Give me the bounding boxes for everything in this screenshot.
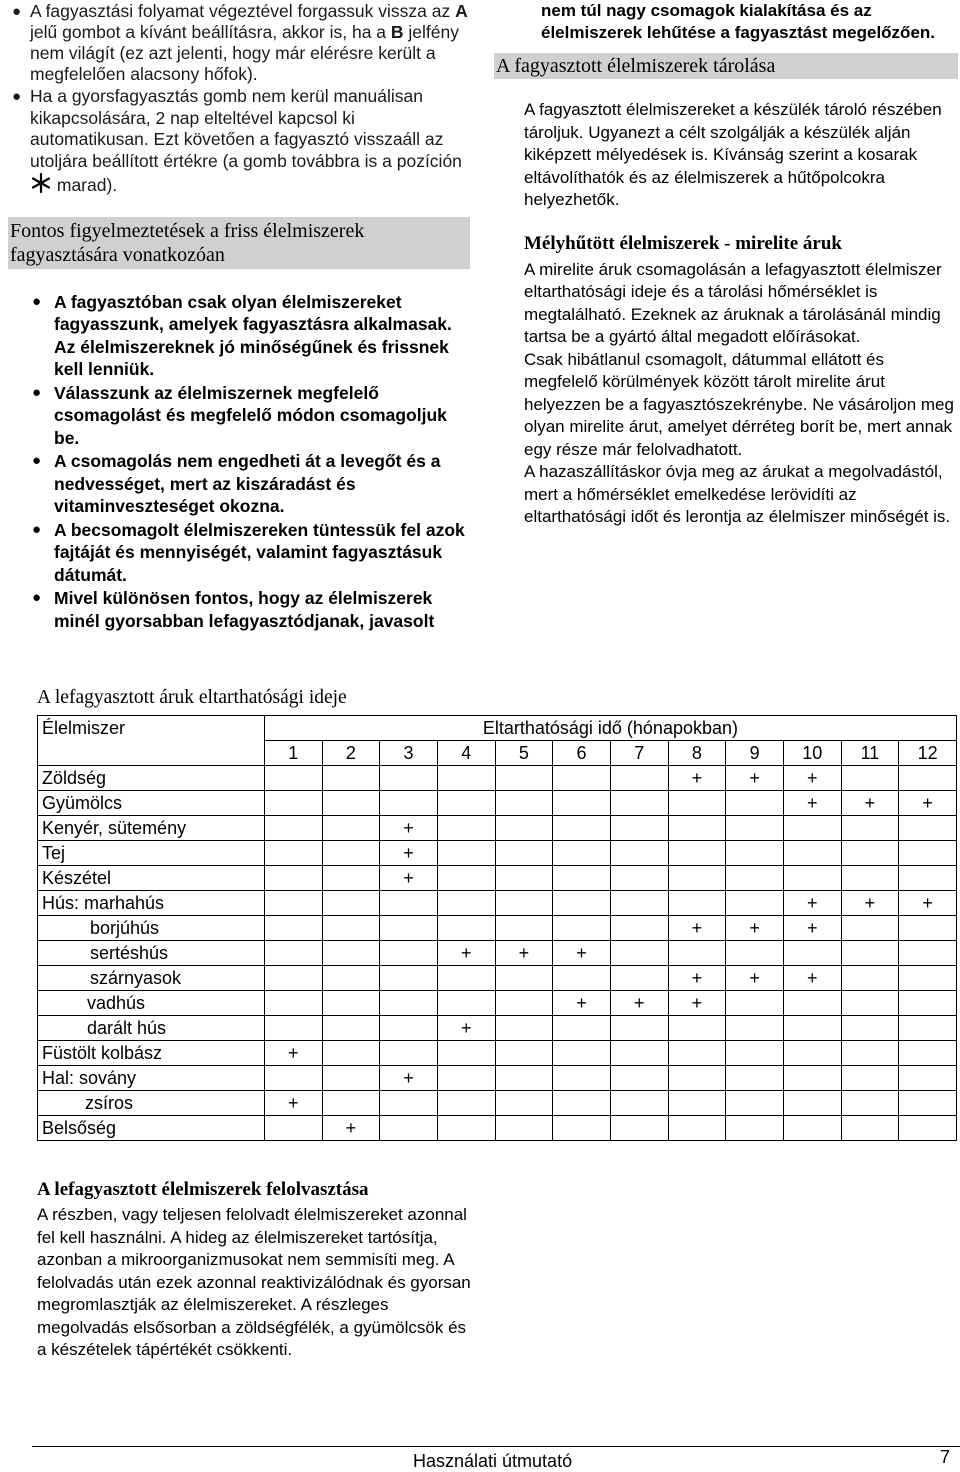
storage-cell: +	[437, 1016, 495, 1041]
table-row	[38, 816, 957, 841]
storage-cell	[668, 1066, 726, 1091]
left-column	[8, 0, 474, 632]
storage-cell	[495, 766, 553, 791]
storage-cell	[668, 891, 726, 916]
mirelite-paragraph-2: Csak hibátlanul csomagolt, dátummal ellátott és megfelelő körülmények között tárolt mirelite árut helyezzen be a fagyasztószekrénybe. Ne vásároljon meg olyan mirelite árut, amelyet dérréteg borít be, mert annak egy része már felolvadhatott.	[524, 349, 954, 459]
storage-cell	[783, 1016, 841, 1041]
storage-cell	[437, 866, 495, 891]
storage-cell	[380, 1091, 438, 1116]
list-item: ● Ha a gyorsfagyasztás gomb nem kerül manuálisan kikapcsolására, 2 nap elteltével kapcsol ki automatikusan. Ezt követően a fagyasztó visszaáll az utoljára beállított értékre (a gomb továbbra is a pozíción marad).	[12, 86, 462, 195]
storage-cell	[668, 841, 726, 866]
storage-cell	[899, 866, 957, 891]
storage-cell	[553, 766, 611, 791]
bullet-icon: ●	[32, 520, 42, 538]
storage-cell	[783, 941, 841, 966]
storage-cell: +	[380, 866, 438, 891]
storage-cell	[264, 916, 322, 941]
storage-cell	[610, 891, 668, 916]
storage-cell: +	[322, 1116, 380, 1141]
storage-cell	[322, 1041, 380, 1066]
storage-cell	[437, 1041, 495, 1066]
food-label: Gyümölcs	[38, 791, 265, 816]
footer-title: Használati útmutató	[413, 1451, 573, 1471]
storage-text: A fagyasztott élelmiszereket a készülék tároló részében tároljuk. Ugyanezt a célt szolgálják a készülék alján kiképzett mélyedések is. Kívánság szerint a kosarak eltávolíthatók és az élelmiszerek a hűtőpolcokra helyezhetők.	[524, 100, 942, 209]
storage-cell	[899, 816, 957, 841]
storage-cell	[553, 1041, 611, 1066]
month-header: 5	[495, 741, 553, 766]
storage-cell	[841, 1116, 899, 1141]
storage-cell	[783, 816, 841, 841]
storage-cell	[437, 916, 495, 941]
food-label: vadhús	[38, 991, 265, 1016]
storage-cell	[553, 1116, 611, 1141]
storage-cell	[841, 766, 899, 791]
storage-cell	[553, 966, 611, 991]
month-header: 8	[668, 741, 726, 766]
storage-cell: +	[841, 791, 899, 816]
storage-cell	[264, 991, 322, 1016]
storage-cell	[495, 966, 553, 991]
storage-cell	[726, 816, 784, 841]
storage-cell	[553, 866, 611, 891]
storage-cell	[726, 1116, 784, 1141]
storage-cell	[264, 1016, 322, 1041]
storage-cell	[437, 966, 495, 991]
food-label: zsíros	[38, 1091, 265, 1116]
table-body	[38, 716, 957, 1141]
list-item: ● Mivel különösen fontos, hogy az élelmiszerek minél gyorsabban lefagyasztódjanak, javasolt	[32, 588, 435, 631]
food-label: Belsőség	[38, 1116, 265, 1141]
month-header: 12	[899, 741, 957, 766]
storage-cell	[610, 866, 668, 891]
storage-cell	[380, 1041, 438, 1066]
month-header: 10	[783, 741, 841, 766]
table-row	[38, 966, 957, 991]
storage-cell	[437, 1066, 495, 1091]
warning-continuation: nem túl nagy csomagok kialakítása és az élelmiszerek lehűtése a fagyasztást megelőzően.	[541, 1, 936, 42]
storage-cell	[726, 1016, 784, 1041]
food-label: sertéshús	[38, 941, 265, 966]
food-label: Hús: marhahús	[38, 891, 265, 916]
storage-cell	[322, 966, 380, 991]
storage-cell	[610, 966, 668, 991]
snowflake-icon	[30, 172, 52, 194]
food-label: szárnyasok	[38, 966, 265, 991]
storage-cell	[553, 791, 611, 816]
storage-cell	[495, 1091, 553, 1116]
storage-cell	[668, 866, 726, 891]
storage-cell	[322, 941, 380, 966]
thaw-heading: A lefagyasztott élelmiszerek felolvasztása	[37, 1179, 369, 1200]
storage-cell	[437, 816, 495, 841]
table-row	[38, 1041, 957, 1066]
storage-cell: +	[610, 991, 668, 1016]
storage-cell	[841, 941, 899, 966]
storage-cell	[380, 1116, 438, 1141]
storage-cell	[783, 1116, 841, 1141]
storage-cell	[553, 841, 611, 866]
storage-cell	[437, 766, 495, 791]
storage-cell	[322, 891, 380, 916]
month-header: 4	[437, 741, 495, 766]
storage-cell	[495, 816, 553, 841]
storage-cell	[899, 941, 957, 966]
footer-rule	[32, 1446, 960, 1447]
storage-cell	[322, 916, 380, 941]
bullet-icon: ●	[32, 589, 42, 606]
storage-cell	[380, 916, 438, 941]
storage-cell	[668, 1091, 726, 1116]
storage-cell	[783, 1091, 841, 1116]
storage-cell	[495, 1066, 553, 1091]
storage-cell	[668, 941, 726, 966]
storage-cell	[437, 1116, 495, 1141]
storage-cell: +	[380, 841, 438, 866]
bullet-icon: ●	[32, 292, 42, 310]
food-label: Füstölt kolbász	[38, 1041, 265, 1066]
storage-cell: +	[668, 966, 726, 991]
storage-cell	[610, 816, 668, 841]
storage-cell	[668, 1041, 726, 1066]
storage-cell	[264, 791, 322, 816]
list-item: ● A fagyasztóban csak olyan élelmiszereket fagyasszunk, amelyek fagyasztásra alkalmasak. Az élelmiszereknek jó minőségűnek és frissnek kell lenniük.	[32, 291, 452, 379]
storage-cell	[553, 1091, 611, 1116]
storage-cell	[380, 891, 438, 916]
storage-cell	[264, 941, 322, 966]
mirelite-heading: Mélyhűtött élelmiszerek - mirelite áruk	[524, 232, 842, 254]
storage-cell	[610, 1016, 668, 1041]
storage-cell	[783, 1066, 841, 1091]
table-row	[38, 1066, 957, 1091]
storage-cell	[899, 1116, 957, 1141]
storage-cell	[610, 1066, 668, 1091]
month-header: 6	[553, 741, 611, 766]
storage-cell	[322, 841, 380, 866]
storage-cell	[841, 966, 899, 991]
table-row	[38, 766, 957, 791]
storage-cell	[668, 1116, 726, 1141]
food-label: borjúhús	[38, 916, 265, 941]
storage-cell	[322, 1091, 380, 1116]
table-row	[38, 791, 957, 816]
storage-cell	[610, 1041, 668, 1066]
month-header: 11	[841, 741, 899, 766]
storage-cell	[495, 1041, 553, 1066]
storage-cell	[783, 866, 841, 891]
storage-cell	[495, 841, 553, 866]
storage-cell	[726, 1066, 784, 1091]
storage-cell: +	[380, 1066, 438, 1091]
storage-cell	[726, 891, 784, 916]
food-label: Tej	[38, 841, 265, 866]
table-row	[38, 866, 957, 891]
storage-cell: +	[264, 1091, 322, 1116]
storage-cell	[726, 866, 784, 891]
bullet-icon: ●	[32, 452, 42, 469]
storage-cell	[437, 891, 495, 916]
storage-cell	[726, 841, 784, 866]
storage-cell	[380, 791, 438, 816]
storage-cell: +	[783, 791, 841, 816]
storage-cell	[553, 1016, 611, 1041]
storage-cell	[783, 991, 841, 1016]
storage-cell	[841, 866, 899, 891]
month-header: 2	[322, 741, 380, 766]
mirelite-paragraph-1: A mirelite áruk csomagolásán a lefagyasztott élelmiszer eltarthatósági ideje és a tárolási hőmérséklet is megtalálható. Ezeknek az áruknak a tárolásánál mindig tartsa be a gyártó által megadott előírásokat.	[524, 259, 942, 346]
storage-cell	[610, 1116, 668, 1141]
food-label: Kenyér, sütemény	[38, 816, 265, 841]
table-row	[38, 941, 957, 966]
storage-cell	[668, 816, 726, 841]
storage-cell	[726, 941, 784, 966]
storage-cell	[610, 916, 668, 941]
storage-cell: +	[726, 766, 784, 791]
food-header: Élelmiszer	[38, 716, 265, 766]
storage-cell	[899, 991, 957, 1016]
storage-cell	[322, 791, 380, 816]
storage-cell	[264, 866, 322, 891]
storage-cell	[380, 991, 438, 1016]
storage-cell: +	[783, 766, 841, 791]
storage-cell	[553, 1066, 611, 1091]
storage-cell	[264, 816, 322, 841]
storage-cell	[726, 791, 784, 816]
food-label: Készétel	[38, 866, 265, 891]
storage-cell	[264, 1066, 322, 1091]
storage-cell: +	[668, 766, 726, 791]
storage-cell	[726, 991, 784, 1016]
food-label: darált hús	[38, 1016, 265, 1041]
bullet-icon: ●	[12, 88, 22, 105]
storage-cell	[899, 1066, 957, 1091]
storage-cell	[610, 766, 668, 791]
storage-cell	[783, 1041, 841, 1066]
table-title: A lefagyasztott áruk eltarthatósági ideje	[37, 687, 347, 708]
food-label: Hal: sovány	[38, 1066, 265, 1091]
storage-cell	[495, 1016, 553, 1041]
table-row	[38, 1091, 957, 1116]
storage-cell: +	[899, 791, 957, 816]
month-header: 3	[380, 741, 438, 766]
table-header-row	[38, 716, 957, 741]
table-row	[38, 916, 957, 941]
storage-cell: +	[783, 966, 841, 991]
storage-cell	[553, 891, 611, 916]
storage-cell	[899, 766, 957, 791]
storage-cell: +	[264, 1041, 322, 1066]
storage-cell	[841, 816, 899, 841]
storage-cell	[495, 866, 553, 891]
mirelite-paragraph-3: A hazaszállításkor óvja meg az árukat a megolvadástól, mert a hőmérséklet emelkedése lerövidíti az eltarthatósági időt és lerontja az élelmiszer minőségét is.	[524, 462, 951, 526]
storage-cell	[322, 1016, 380, 1041]
storage-cell	[841, 1041, 899, 1066]
storage-cell	[668, 791, 726, 816]
list-item: ● A csomagolás nem engedheti át a levegőt és a nedvességet, mert az kiszáradást és vitaminveszteséget okozna.	[32, 451, 441, 516]
storage-cell: +	[726, 916, 784, 941]
storage-cell	[437, 791, 495, 816]
table-row	[38, 991, 957, 1016]
table-row	[38, 1116, 957, 1141]
storage-cell	[899, 916, 957, 941]
storage-cell	[726, 1091, 784, 1116]
storage-cell	[322, 991, 380, 1016]
list-item: ● A becsomagolt élelmiszereken tüntessük fel azok fajtáját és mennyiségét, valamint fagyasztásuk dátumát.	[32, 519, 465, 585]
storage-cell	[899, 1016, 957, 1041]
time-header: Eltarthatósági idő (hónapokban)	[264, 716, 956, 741]
warning-heading: Fontos figyelmeztetések a friss élelmiszerek fagyasztására vonatkozóan	[8, 217, 470, 269]
page-number: 7	[940, 1447, 951, 1467]
storage-cell	[841, 991, 899, 1016]
storage-cell	[495, 1116, 553, 1141]
storage-cell: +	[668, 916, 726, 941]
storage-cell	[264, 891, 322, 916]
storage-cell	[437, 1091, 495, 1116]
storage-cell	[380, 966, 438, 991]
storage-cell	[264, 766, 322, 791]
storage-cell	[322, 766, 380, 791]
storage-cell	[841, 1066, 899, 1091]
storage-cell	[783, 841, 841, 866]
table-row	[38, 891, 957, 916]
right-column	[494, 0, 958, 529]
table-row	[38, 1016, 957, 1041]
storage-cell	[726, 1041, 784, 1066]
storage-cell	[322, 816, 380, 841]
storage-cell: +	[553, 941, 611, 966]
storage-cell	[495, 916, 553, 941]
storage-cell	[495, 891, 553, 916]
storage-cell	[264, 1116, 322, 1141]
storage-cell	[553, 916, 611, 941]
storage-cell: +	[783, 916, 841, 941]
bullet-icon: ●	[32, 383, 42, 401]
storage-cell	[495, 991, 553, 1016]
storage-heading: A fagyasztott élelmiszerek tárolása	[494, 53, 958, 79]
storage-cell	[899, 841, 957, 866]
storage-cell	[841, 916, 899, 941]
storage-cell	[668, 1016, 726, 1041]
storage-cell	[380, 766, 438, 791]
storage-cell	[322, 866, 380, 891]
storage-cell: +	[437, 941, 495, 966]
warning-list	[8, 291, 474, 633]
freezing-steps-list	[8, 1, 474, 197]
storage-cell: +	[495, 941, 553, 966]
bullet-icon: ●	[12, 3, 22, 20]
month-header: 1	[264, 741, 322, 766]
storage-cell	[380, 1016, 438, 1041]
storage-cell	[841, 1016, 899, 1041]
storage-cell: +	[841, 891, 899, 916]
storage-cell	[841, 1091, 899, 1116]
month-header: 7	[610, 741, 668, 766]
storage-cell	[610, 1091, 668, 1116]
food-label: Zöldség	[38, 766, 265, 791]
list-item: ● A fagyasztási folyamat végeztével forgassuk vissza az A jelű gombot a kívánt beállításra, akkor is, ha a B jelfény nem világít (ez azt jelenti, hogy már elérésre került a megfelelően alacsony hőfok).	[12, 1, 468, 84]
storage-cell	[322, 1066, 380, 1091]
storage-cell	[899, 966, 957, 991]
storage-cell	[495, 791, 553, 816]
storage-cell: +	[899, 891, 957, 916]
storage-cell	[264, 841, 322, 866]
storage-cell	[264, 966, 322, 991]
month-header: 9	[726, 741, 784, 766]
storage-cell: +	[380, 816, 438, 841]
storage-cell	[380, 941, 438, 966]
storage-cell	[610, 791, 668, 816]
storage-cell: +	[553, 991, 611, 1016]
storage-cell	[841, 841, 899, 866]
storage-cell	[437, 991, 495, 1016]
list-item: ● Válasszunk az élelmiszernek megfelelő csomagolást és megfelelő módon csomagoljuk be.	[32, 382, 447, 448]
storage-cell: +	[668, 991, 726, 1016]
storage-cell: +	[726, 966, 784, 991]
storage-time-table	[37, 715, 957, 1141]
storage-cell	[553, 816, 611, 841]
storage-cell	[899, 1041, 957, 1066]
storage-cell	[899, 1091, 957, 1116]
thaw-text: A részben, vagy teljesen felolvadt élelmiszereket azonnal fel kell használni. A hideg az élelmiszereket tartósítja, azonban a mikroorganizmusokat nem semmisíti meg. A felolvadás után ezek azonnal reaktivizálódnak és gyorsan megromlasztják az élelmiszereket. A részleges megolvadás elsősorban a zöldségfélék, a gyümölcsök és a készételek tápértékét csökkenti.	[37, 1205, 471, 1359]
storage-cell: +	[783, 891, 841, 916]
storage-cell	[610, 841, 668, 866]
storage-cell	[437, 841, 495, 866]
table-row	[38, 841, 957, 866]
storage-cell	[610, 941, 668, 966]
